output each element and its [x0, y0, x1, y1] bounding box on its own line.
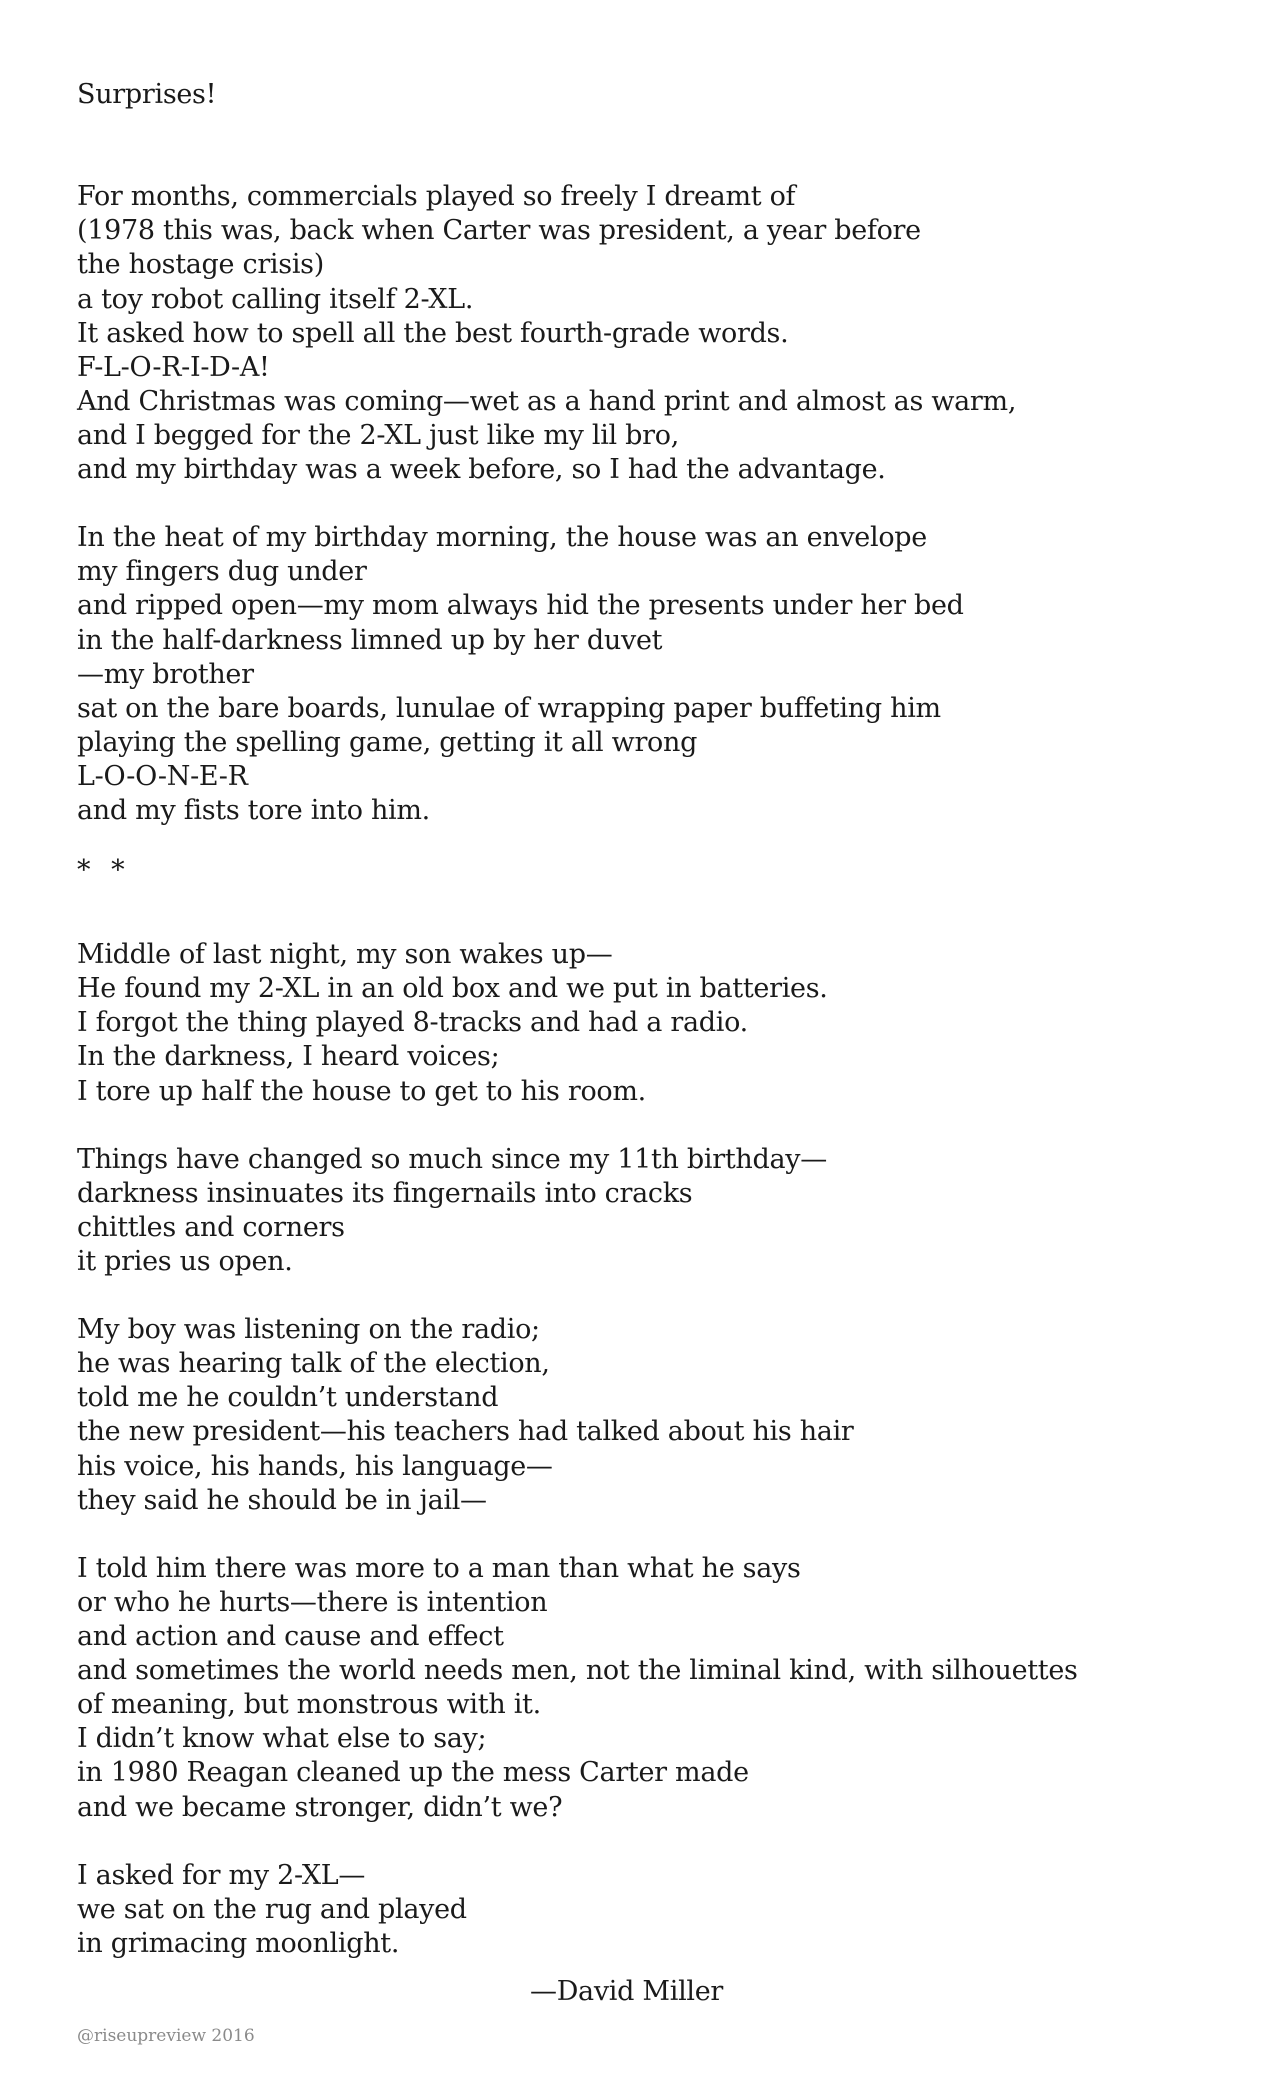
poem-line: —my brother [77, 658, 254, 690]
poem-line: we sat on the rug and played [77, 1893, 467, 1925]
poem-line: L-O-O-N-E-R [77, 760, 248, 792]
poem-line: my fingers dug under [77, 556, 367, 588]
title-spacer [77, 112, 1207, 180]
poem-line: in the half-darkness limned up by her duvet [77, 624, 663, 656]
stanza-5 [77, 1313, 1207, 1518]
copyright-credit: @riseupreview 2016 [77, 2026, 255, 2046]
stanza-break [77, 1279, 1207, 1313]
poem-line: the hostage crisis) [77, 249, 324, 281]
poem-line: In the heat of my birthday morning, the house was an envelope [77, 522, 927, 554]
poem-line: He found my 2-XL in an old box and we put in batteries. [77, 973, 828, 1005]
poem-line: Things have changed so much since my 11th birthday— [77, 1143, 827, 1175]
poem-line: and I begged for the 2-XL just like my lil bro, [77, 419, 679, 451]
poem-line: playing the spelling game, getting it all wrong [77, 726, 698, 758]
poem-line: he was hearing talk of the election, [77, 1348, 550, 1380]
poem-line: I forgot the thing played 8-tracks and had a radio. [77, 1007, 748, 1039]
stanza-break [77, 1109, 1207, 1143]
poem-line: I didn’t know what else to say; [77, 1723, 487, 1755]
poem-title: Surprises! [77, 79, 217, 110]
stanza-1 [77, 180, 1207, 487]
poem-line: I asked for my 2-XL— [77, 1859, 366, 1891]
poem-line: the new president—his teachers had talked about his hair [77, 1416, 854, 1448]
poem-line: For months, commercials played so freely I dreamt of [77, 181, 796, 213]
poem-line: Middle of last night, my son wakes up— [77, 939, 613, 971]
poem-line: and my fists tore into him. [77, 794, 430, 826]
poem-line: and my birthday was a week before, so I had the advantage. [77, 454, 886, 486]
poem-line: they said he should be in jail— [77, 1484, 487, 1516]
poem-line: And Christmas was coming—wet as a hand print and almost as warm, [77, 385, 1017, 417]
section-divider: * * [77, 855, 131, 887]
poem-line: and action and cause and effect [77, 1621, 504, 1653]
poem-line: or who he hurts—there is intention [77, 1586, 548, 1618]
poem-line: it pries us open. [77, 1246, 293, 1277]
poem-line: and ripped open—my mom always hid the presents under her bed [77, 590, 964, 622]
poem-line: I told him there was more to a man than what he says [77, 1552, 801, 1584]
poem-line: and sometimes the world needs men, not the liminal kind, with silhouettes [77, 1655, 1078, 1687]
poem-body [77, 78, 1207, 1961]
poem-line: of meaning, but monstrous with it. [77, 1689, 541, 1721]
divider-spacer [77, 888, 1207, 938]
stanza-7 [77, 1859, 1207, 1961]
poem-line: I tore up half the house to get to his room. [77, 1075, 646, 1107]
poem-line: sat on the bare boards, lunulae of wrapping paper buffeting him [77, 692, 941, 724]
stanza-break [77, 1825, 1207, 1859]
poem-line: in grimacing moonlight. [77, 1927, 400, 1959]
poem-line: darkness insinuates its fingernails into cracks [77, 1177, 693, 1209]
poem-line: F-L-O-R-I-D-A! [77, 351, 270, 383]
stanza-6 [77, 1552, 1207, 1825]
author-signature: —David Miller [530, 1976, 724, 2007]
stanza-break [77, 1518, 1207, 1552]
stanza-3 [77, 938, 1207, 1108]
poem-line: chittles and corners [77, 1211, 345, 1243]
poem-line: (1978 this was, back when Carter was president, a year before [77, 215, 921, 247]
poem-line: told me he couldn’t understand [77, 1382, 499, 1414]
poem-line: My boy was listening on the radio; [77, 1314, 540, 1346]
stanza-break [77, 487, 1207, 521]
poem-line: It asked how to spell all the best fourth-grade words. [77, 317, 789, 349]
stanza-2 [77, 521, 1207, 828]
stanza-4 [77, 1143, 1207, 1279]
poem-line: In the darkness, I heard voices; [77, 1041, 500, 1073]
poem-line: a toy robot calling itself 2-XL. [77, 283, 474, 315]
poem-line: his voice, his hands, his language— [77, 1450, 553, 1482]
poem-line: and we became stronger, didn’t we? [77, 1791, 563, 1823]
poem-line: in 1980 Reagan cleaned up the mess Carter made [77, 1757, 749, 1789]
